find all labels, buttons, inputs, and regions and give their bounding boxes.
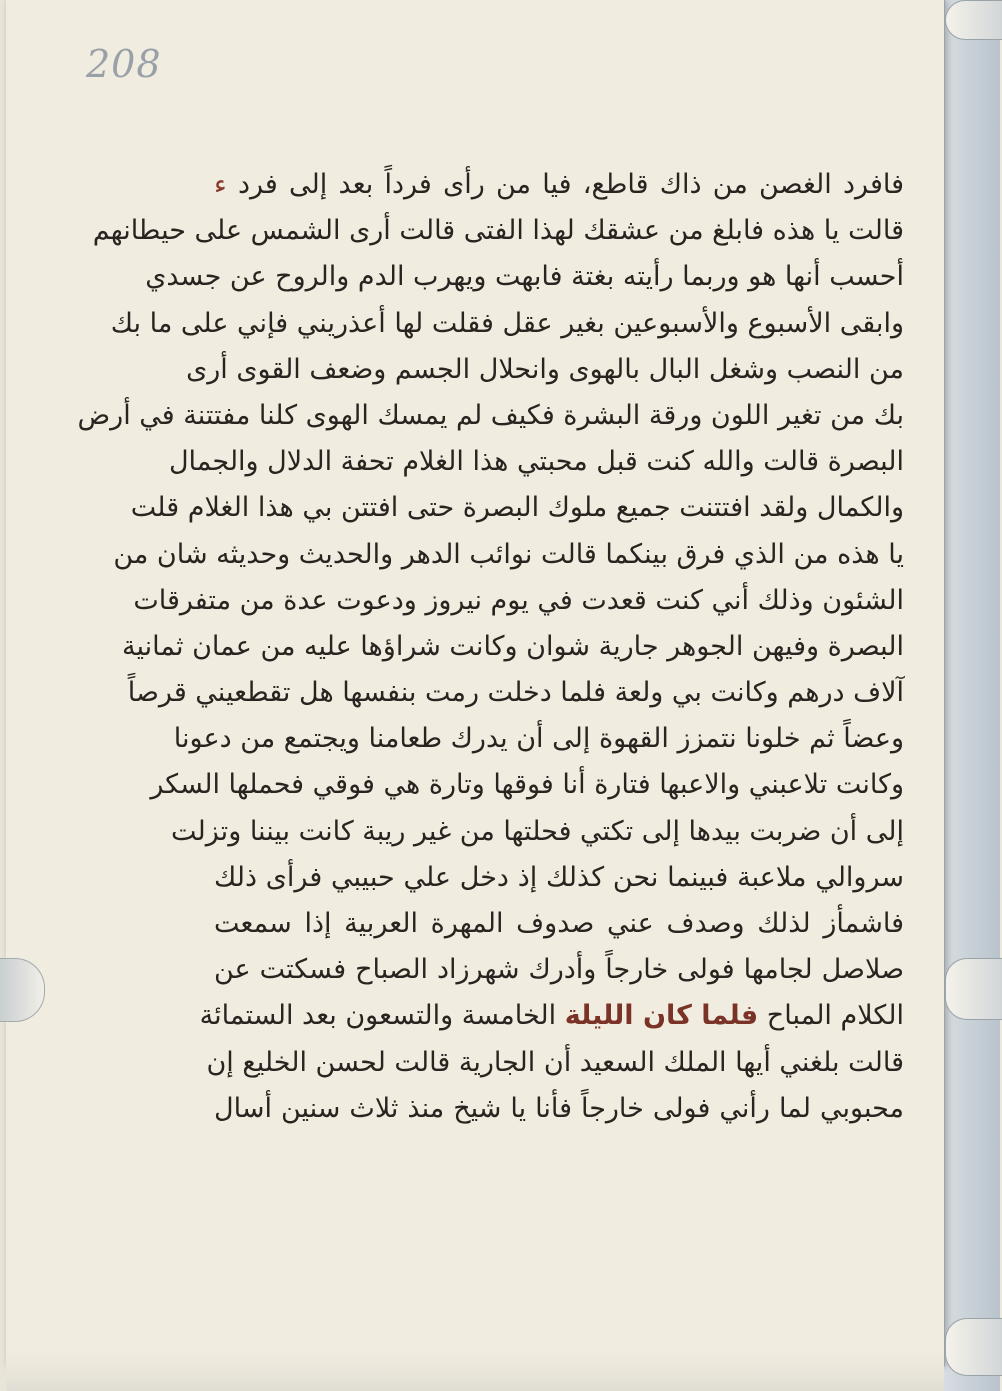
text-line (214, 947, 904, 993)
line-text: محبوبي لما رأني فولى خارجاً فأنا يا شيخ منذ ثلاث سنين أسال (214, 1092, 904, 1124)
line-text: من النصب وشغل البال بالهوى وانحلال الجسم وضعف القوى أرى (186, 353, 904, 385)
line-text: سروالي ملاعبة فبينما نحن كذلك إذ دخل علي حبيبي فرأى ذلك (214, 861, 904, 893)
text-line (214, 1086, 904, 1132)
text-line (168, 439, 904, 485)
text-line (150, 762, 904, 808)
line-text: إلى أن ضربت بيدها إلى تكتي فحلتها من غير ريبة كانت بيننا وتزلت (171, 815, 904, 847)
text-line (113, 532, 904, 578)
line-text: وابقى الأسبوع والأسبوعين بغير عقل فقلت لها أعذريني فإني على ما بك (110, 307, 904, 339)
line-text-continuation: الخامسة والتسعون بعد الستمائة (199, 1000, 557, 1032)
manuscript-text (77, 162, 904, 1132)
scanner-clip-top (945, 0, 1002, 40)
rubric-heading: فلما كان الليلة (564, 1000, 759, 1032)
line-text: والكمال ولقد افتتنت جميع ملوك البصرة حتى افتتن بي هذا الغلام قلت (130, 492, 904, 524)
line-text: الكلام المباح (766, 1000, 904, 1032)
line-text: وكانت تلاعبني والاعبها فتارة أنا فوقها وتارة هي فوقي فحملها السكر (150, 769, 904, 801)
text-line (206, 1040, 904, 1086)
text-line (127, 670, 904, 716)
line-text: قالت بلغني أيها الملك السعيد أن الجارية قالت لحسن الخليع إن (206, 1046, 904, 1078)
text-line (130, 485, 904, 531)
text-line (145, 254, 904, 300)
text-line (122, 624, 904, 670)
text-line (133, 578, 904, 624)
line-text: فافرد الغصن من ذاك قاطع، فيا من رأى فرداً بعد إلى فرد (237, 169, 904, 200)
text-line (214, 162, 904, 208)
line-text: الشئون وذلك أني كنت قعدت في يوم نيروز ودعوت عدة من متفرقات (133, 584, 904, 616)
scanner-clip-bottom (945, 1318, 1002, 1376)
text-line (186, 347, 904, 393)
verse-marker: ء (214, 169, 227, 200)
text-line (199, 993, 904, 1039)
scanner-clip-middle (945, 958, 1002, 1020)
text-line (214, 855, 904, 901)
line-text: آلاف درهم وكانت بي ولعة فلما دخلت رمت بنفسها هل تقطعيني قرصاً (127, 677, 904, 709)
line-text: قالت يا هذه فابلغ من عشقك لهذا الفتى قالت أرى الشمس على حيطانهم (92, 215, 904, 247)
line-text: فاشمأز لذلك وصدف عني صدوف المهرة العربية إذا سمعت (214, 908, 904, 939)
folio-number: 208 (86, 42, 162, 86)
line-text: يا هذه من الذي فرق بينكما قالت نوائب الدهر والحديث وحديثه شان من (113, 538, 904, 570)
page-bottom-edge (6, 1348, 944, 1391)
text-line (110, 301, 904, 347)
text-line (171, 809, 904, 855)
line-text: صلاصل لجامها فولى خارجاً وأدرك شهرزاد الصباح فسكتت عن (214, 954, 904, 986)
text-line (77, 393, 904, 439)
text-line (92, 208, 904, 254)
line-text: البصرة وفيهن الجوهر جارية شوان وكانت شراؤها عليه من عمان ثمانية (122, 630, 904, 662)
line-text: بك من تغير اللون ورقة البشرة فكيف لم يمسك الهوى كلنا مفتتنة في أرض (77, 399, 904, 431)
text-line (214, 901, 904, 947)
text-line (173, 716, 904, 762)
line-text: أحسب أنها هو وربما رأيته بغتة فابهت ويهرب الدم والروح عن جسدي (145, 261, 904, 293)
line-text: وعضاً ثم خلونا نتمزز القهوة إلى أن يدرك طعامنا ويجتمع من دعونا (173, 723, 904, 755)
line-text: البصرة قالت والله كنت قبل محبتي هذا الغلام تحفة الدلال والجمال (168, 446, 904, 478)
